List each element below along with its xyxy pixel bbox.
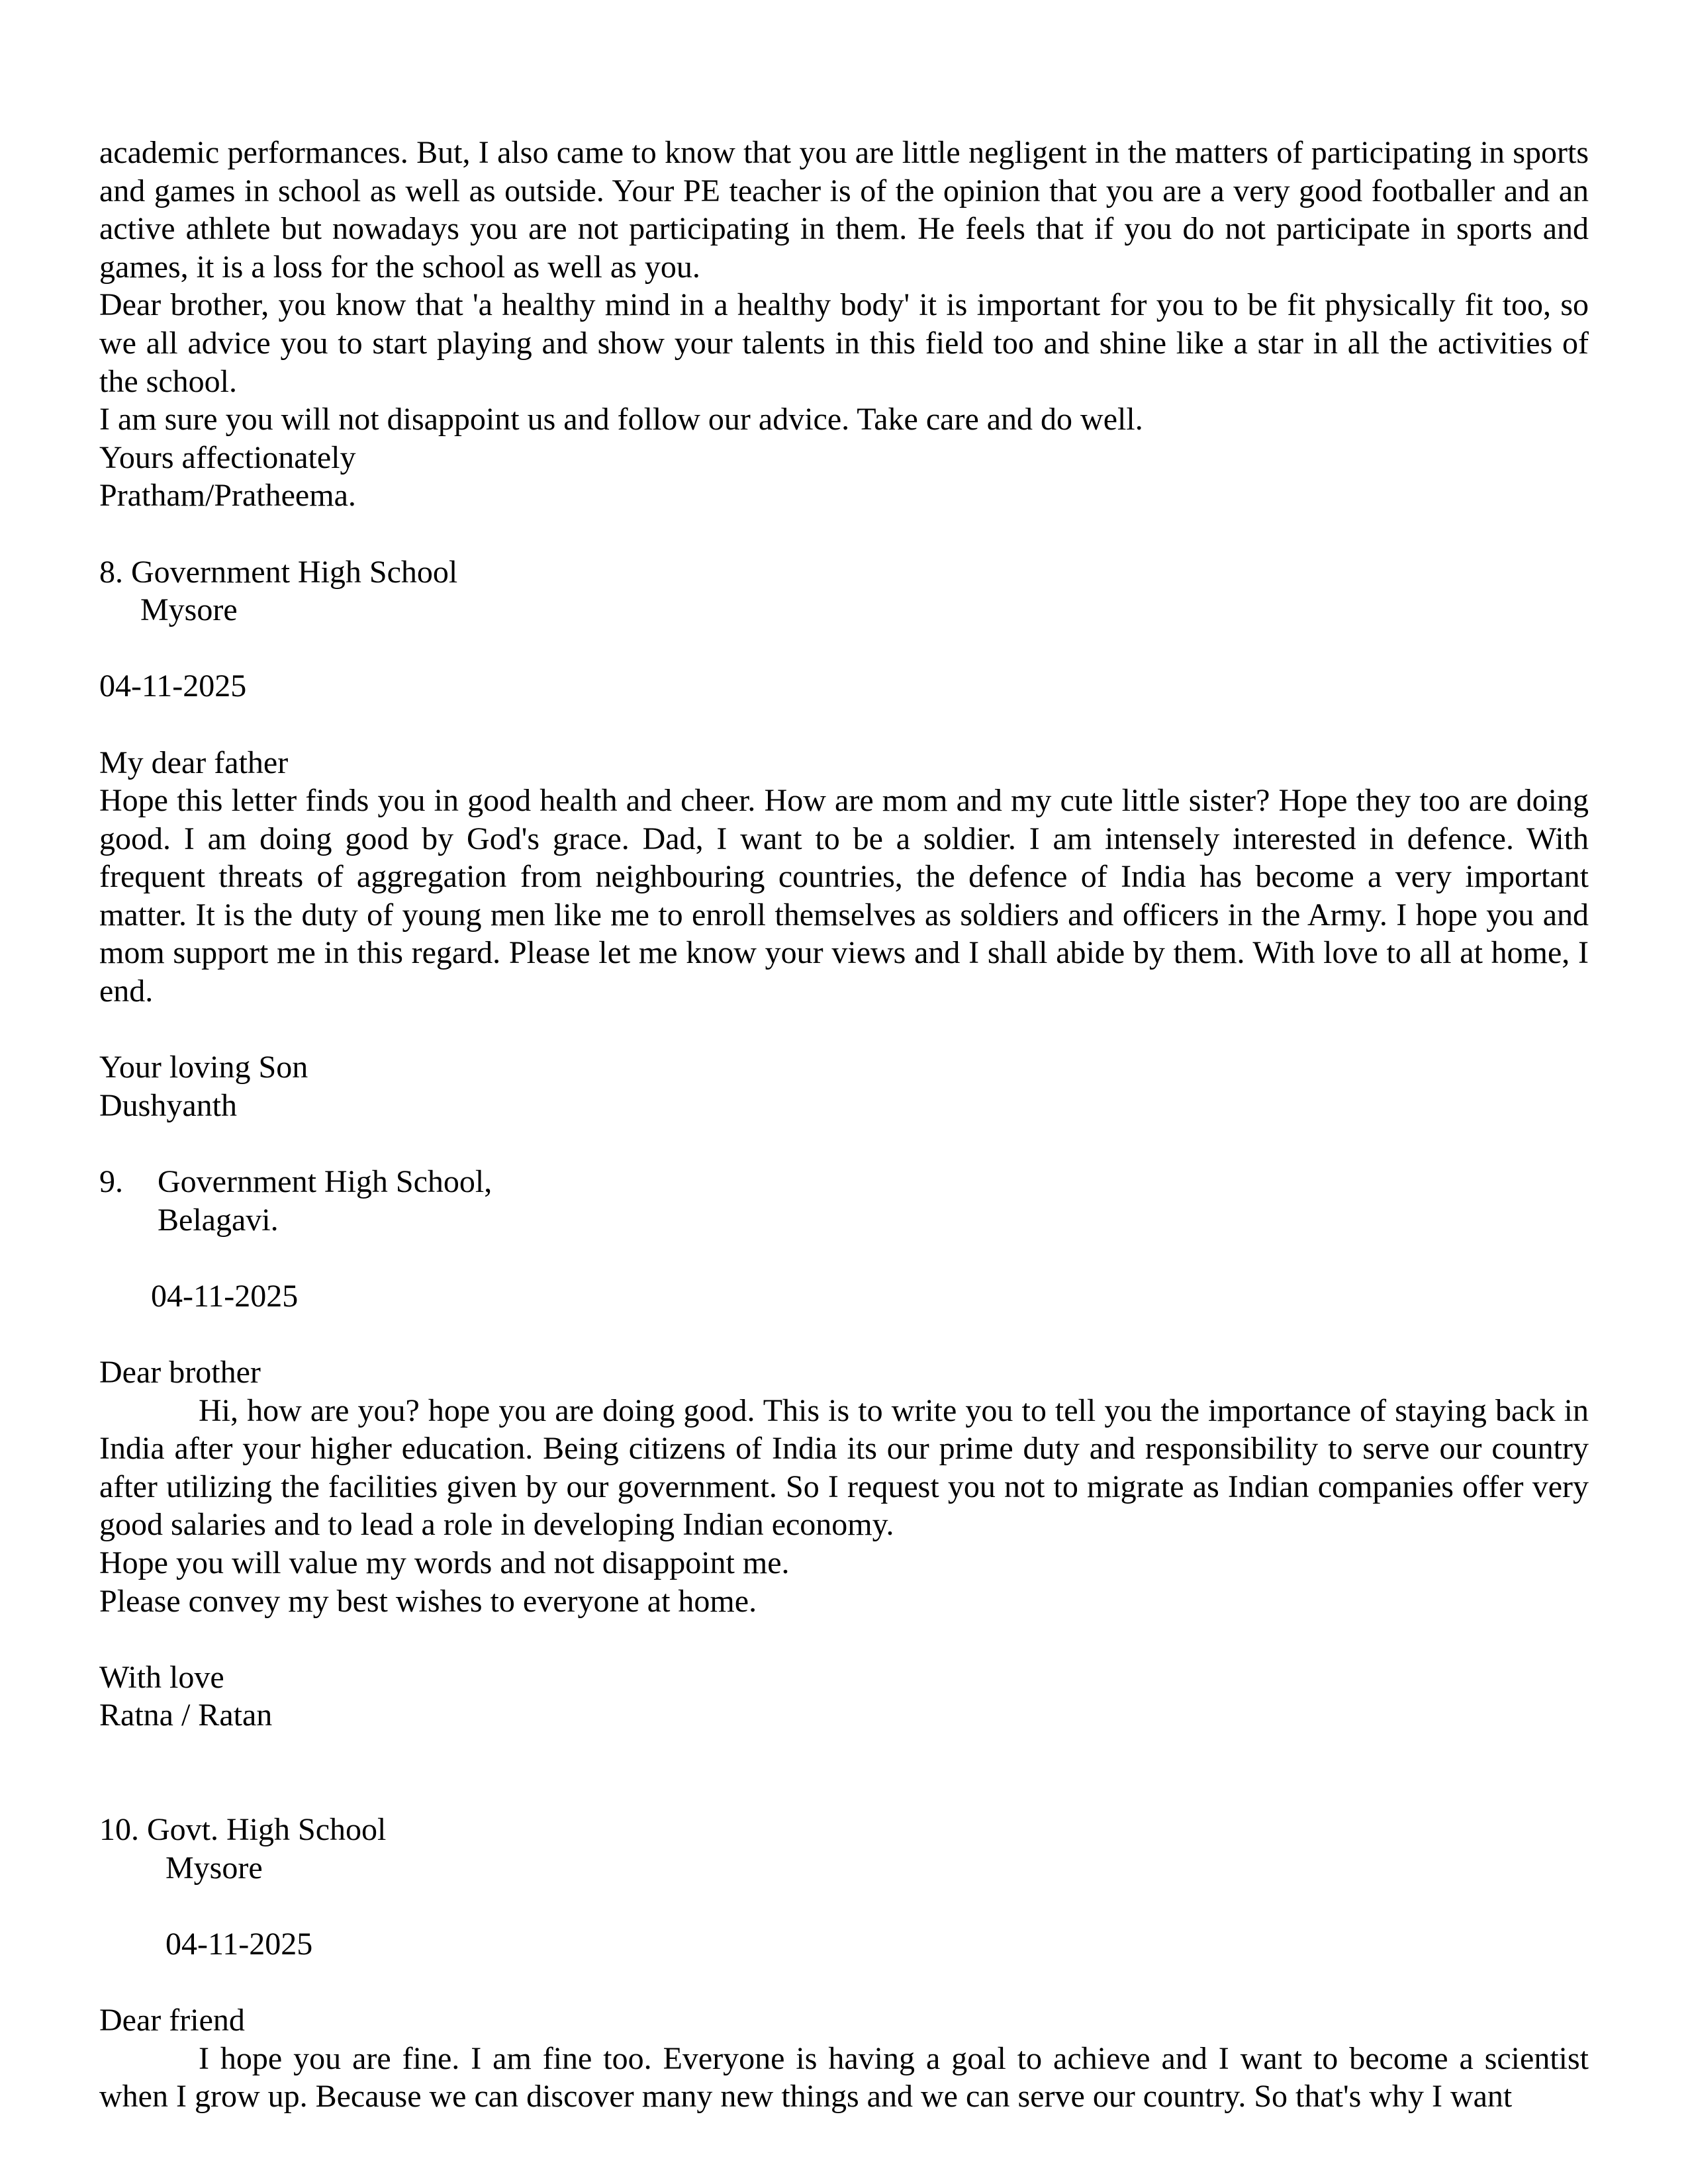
letter9-signature: Ratna / Ratan <box>99 1698 273 1733</box>
letter9-number: 9. <box>99 1164 123 1200</box>
letter10-address-line2: Mysore <box>165 1850 263 1886</box>
letter9-address-line2: Belagavi. <box>158 1202 279 1238</box>
letter7-signature: Pratham/Pratheema. <box>99 478 356 514</box>
spacer <box>99 1887 1589 1925</box>
letter9-school: Government High School, <box>158 1164 492 1200</box>
letter10-address-line1: 10. Govt. High School <box>99 1811 387 1847</box>
letter9-line3: Please convey my best wishes to everyone at home. <box>99 1583 757 1619</box>
letter7-paragraph-3: I am sure you will not disappoint us and follow our advice. Take care and do well. <box>99 402 1143 437</box>
letter9-address-line1 <box>99 1163 1589 1201</box>
letter10-salutation: Dear friend <box>99 2002 245 2038</box>
spacer <box>99 1315 1589 1353</box>
letter8-address-line1: 8. Government High School <box>99 554 458 590</box>
letter9-body: Hi, how are you? hope you are doing good. This is to write you to tell you the importance of staying back in India after your higher education. Being citizens of India its our prime duty and responsibility to serve our country after utilizing the facilities given by our government. So I request you not to migrate as Indian companies offer very good salaries and to lead a role in developing Indian economy. <box>99 1392 1589 1543</box>
letter8-date: 04-11-2025 <box>99 668 247 704</box>
letter10-body: I hope you are fine. I am fine too. Everyone is having a goal to achieve and I want to become a scientist when I grow up. Because we can discover many new things and we can serve our country. So that's why I want <box>99 2040 1589 2115</box>
letter7-paragraph-1: academic performances. But, I also came to know that you are little negligent in the matters of participating in sports and games in school as well as outside. Your PE teacher is of the opinion that you are a very good footballer and an active athlete but nowadays you are not participating in them. He feels that if you do not participate in sports and games, it is a loss for the school as well as you. <box>99 135 1589 285</box>
letter9-salutation: Dear brother <box>99 1355 261 1390</box>
spacer <box>99 705 1589 744</box>
letter8-closing: Your loving Son <box>99 1050 308 1085</box>
letter9-closing: With love <box>99 1659 224 1695</box>
letter9-date: 04-11-2025 <box>151 1278 299 1314</box>
spacer <box>99 1963 1589 2001</box>
letter8-body: Hope this letter finds you in good health and cheer. How are mom and my cute little sister? Hope they too are doing good. I am doing good by God's grace. Dad, I want to be a soldier. I am intensely interested in defence. With frequent threats of aggregation from neighbouring countries, the defence of India has become a very important matter. It is the duty of young men like me to enroll themselves as soldiers and officers in the Army. I hope you and mom support me in this regard. Please let me know your views and I shall abide by them. With love to all at home, I end. <box>99 783 1589 1009</box>
spacer <box>99 1011 1589 1049</box>
spacer <box>99 1239 1589 1277</box>
letter10-date: 04-11-2025 <box>165 1926 313 1962</box>
spacer <box>99 1124 1589 1163</box>
spacer <box>99 515 1589 553</box>
letter8-signature: Dushyanth <box>99 1087 237 1123</box>
spacer <box>99 1735 1589 1811</box>
letter7-paragraph-2: Dear brother, you know that 'a healthy mind in a healthy body' it is important for you to be fit physically fit too, so we all advice you to start playing and show your talents in this field too and shine like a star in all the activities of the school. <box>99 287 1589 399</box>
spacer <box>99 629 1589 668</box>
document-page <box>99 134 1589 2116</box>
letter8-salutation: My dear father <box>99 745 289 780</box>
letter8-address-line2: Mysore <box>140 592 238 628</box>
letter7-closing: Yours affectionately <box>99 439 356 475</box>
letter9-line2: Hope you will value my words and not disappoint me. <box>99 1545 790 1580</box>
spacer <box>99 1620 1589 1659</box>
